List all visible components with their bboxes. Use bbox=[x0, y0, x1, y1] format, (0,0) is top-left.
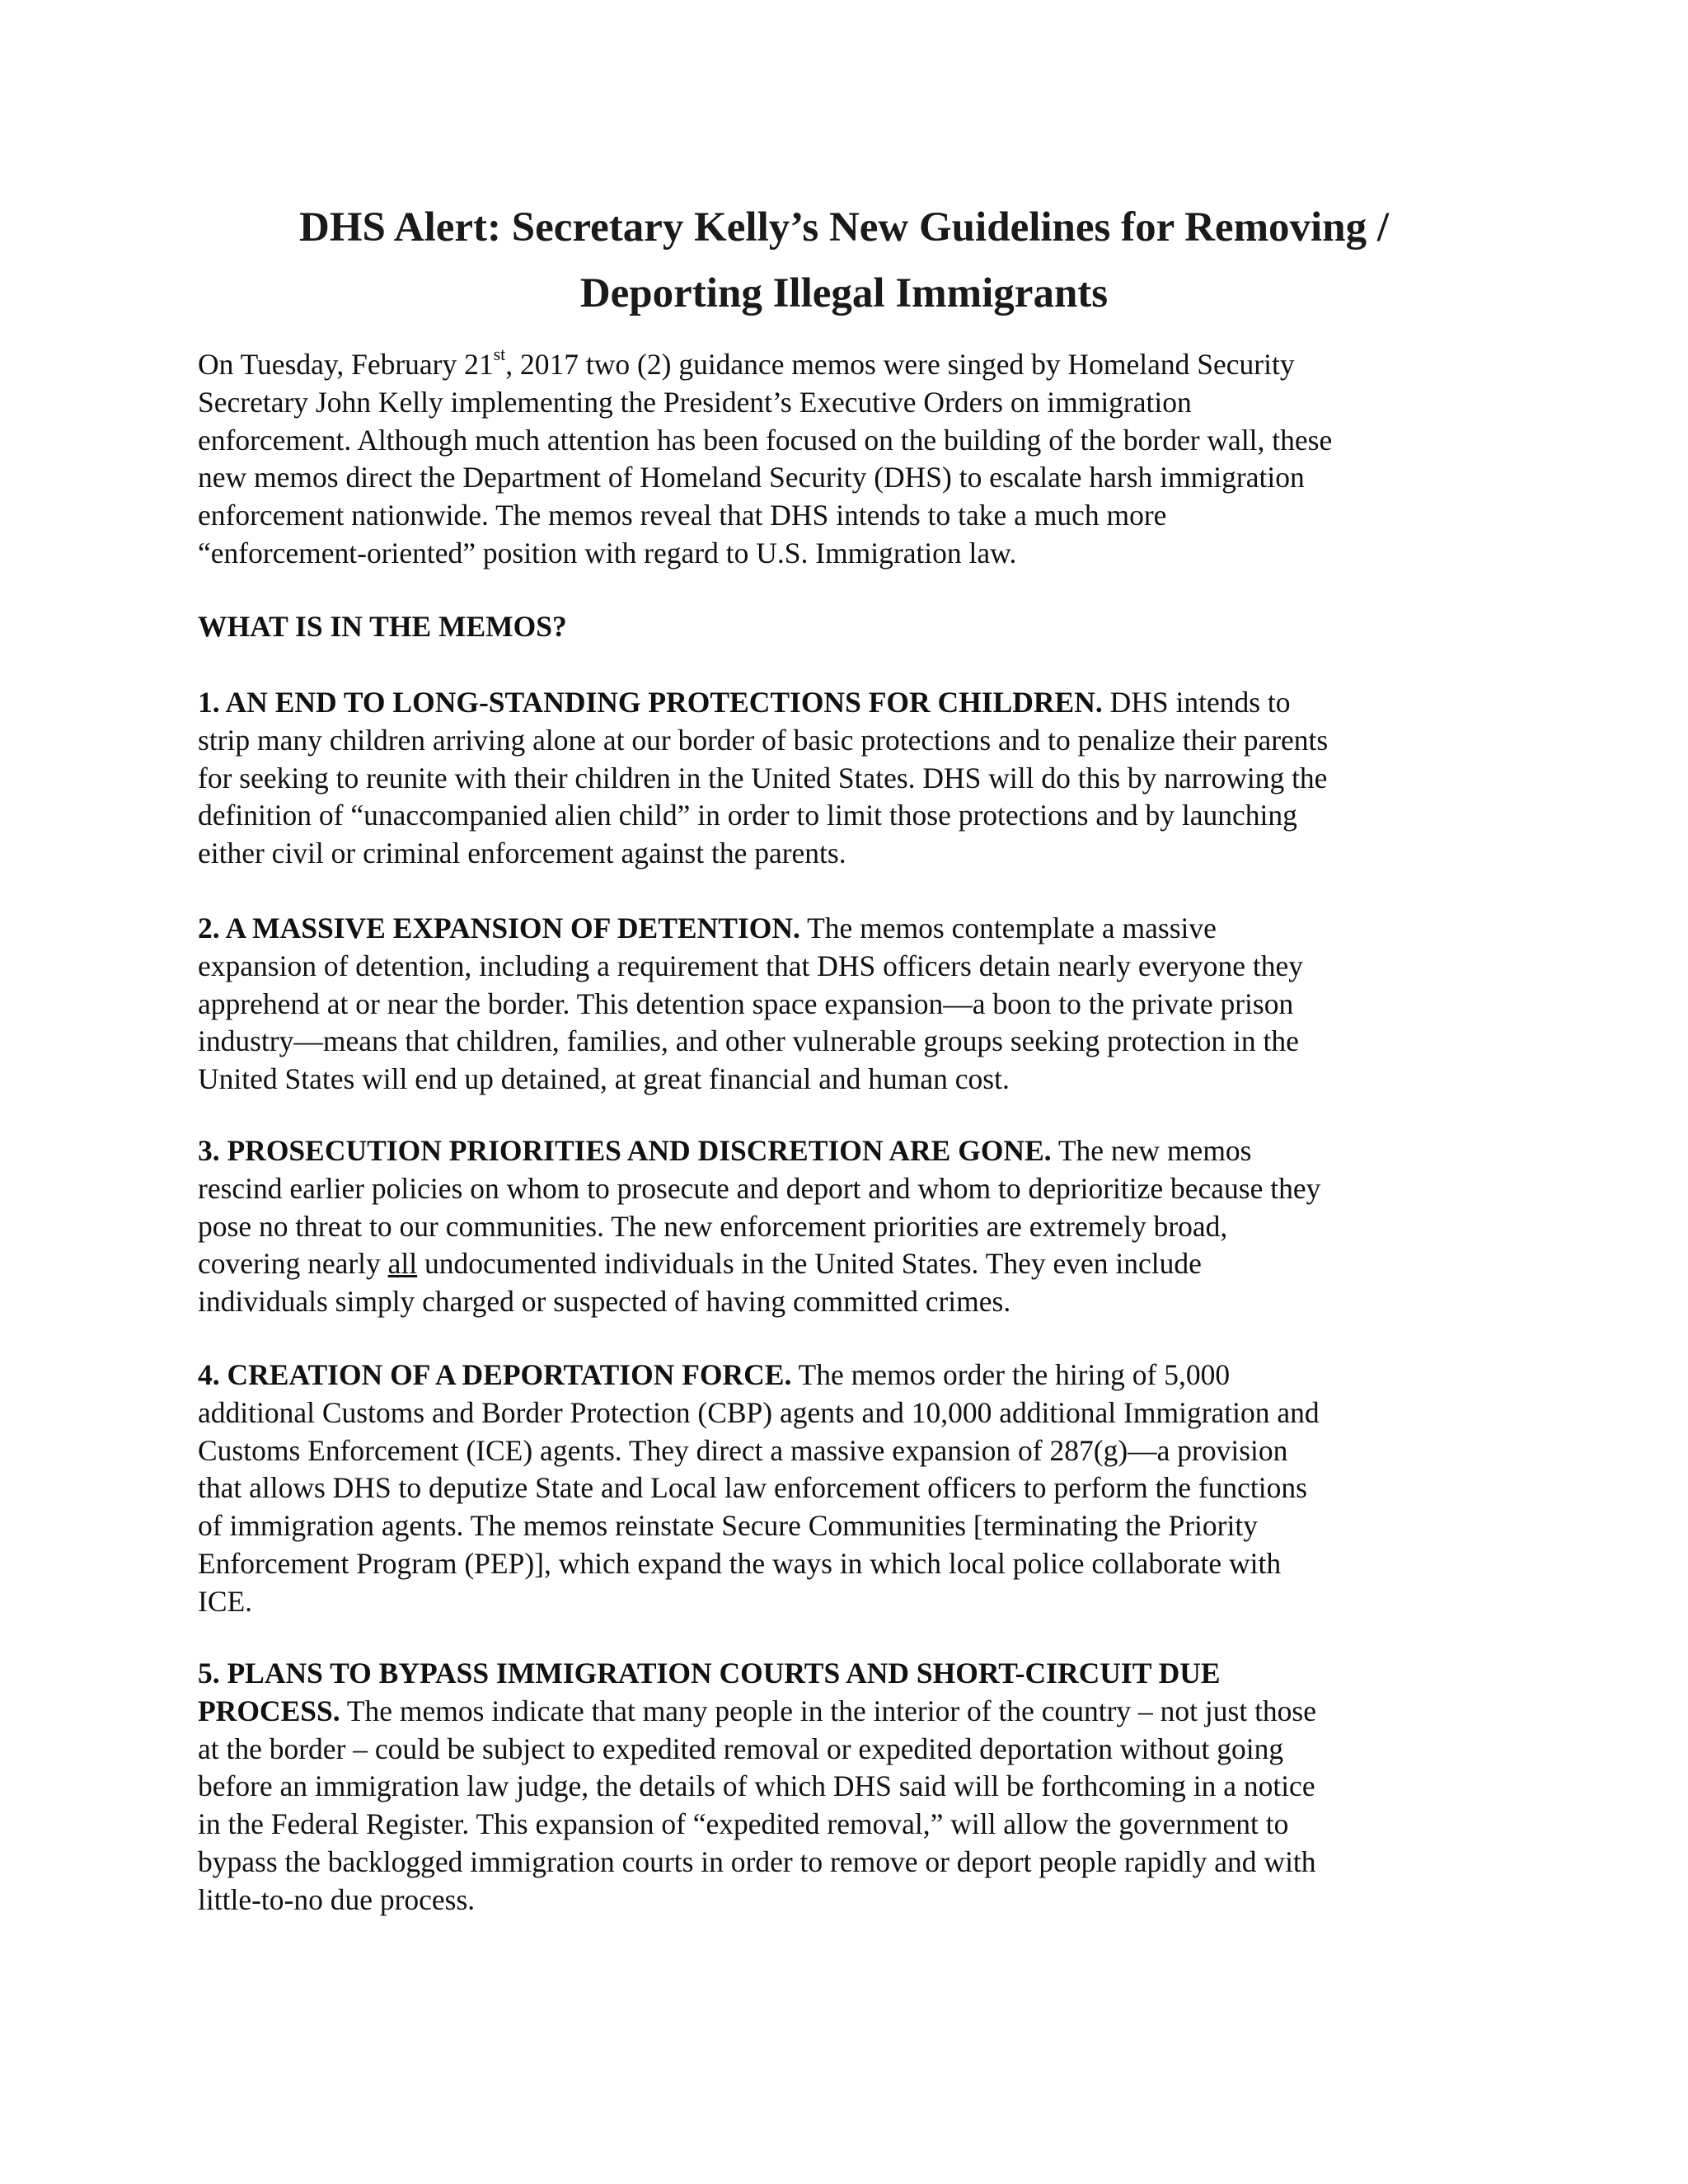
item-line: additional Customs and Border Protection (CBP) agents and 10,000 additional Immigration and bbox=[198, 1395, 1320, 1429]
item-line: Enforcement Program (PEP)], which expand the ways in which local police collaborate with bbox=[198, 1546, 1282, 1580]
item-line: expansion of detention, including a requirement that DHS officers detain nearly everyone they bbox=[198, 949, 1304, 982]
item-line: for seeking to reunite with their children in the United States. DHS will do this by narrowing the bbox=[198, 761, 1328, 794]
item-line: ICE. bbox=[198, 1584, 253, 1618]
item-line: rescind earlier policies on whom to prosecute and deport and whom to deprioritize because they bbox=[198, 1171, 1321, 1205]
memo-item-4 bbox=[198, 1357, 1500, 1621]
item-line: 4. CREATION OF A DEPORTATION FORCE. The memos order the hiring of 5,000 bbox=[198, 1358, 1231, 1391]
intro-line: enforcement. Although much attention has been focused on the building of the border wall, these bbox=[198, 423, 1333, 457]
item-heading: 3. PROSECUTION PRIORITIES AND DISCRETION ARE GONE. bbox=[198, 1134, 1052, 1167]
item-line: 2. A MASSIVE EXPANSION OF DETENTION. The memos contemplate a massive bbox=[198, 912, 1217, 944]
item-line: that allows DHS to deputize State and Local law enforcement officers to perform the functions bbox=[198, 1471, 1307, 1505]
item-line: PROCESS. The memos indicate that many people in the interior of the country – not just those bbox=[198, 1694, 1317, 1727]
item-line: pose no threat to our communities. The new enforcement priorities are extremely broad, bbox=[198, 1209, 1228, 1243]
item-line: 3. PROSECUTION PRIORITIES AND DISCRETION ARE GONE. The new memos bbox=[198, 1134, 1252, 1167]
item-line: before an immigration law judge, the details of which DHS said will be forthcoming in a notice bbox=[198, 1769, 1315, 1803]
item-line: little-to-no due process. bbox=[198, 1882, 476, 1916]
date-ordinal-suffix: st bbox=[493, 344, 506, 365]
memo-item-1 bbox=[198, 684, 1500, 873]
item-heading: 2. A MASSIVE EXPANSION OF DETENTION. bbox=[198, 912, 800, 944]
memo-item-2 bbox=[198, 910, 1500, 1099]
item-line: either civil or criminal enforcement against the parents. bbox=[198, 837, 846, 870]
item-line: individuals simply charged or suspected of having committed crimes. bbox=[198, 1285, 1011, 1319]
intro-line: Secretary John Kelly implementing the President’s Executive Orders on immigration bbox=[198, 385, 1192, 419]
intro-line: enforcement nationwide. The memos reveal that DHS intends to take a much more bbox=[198, 499, 1167, 532]
item-heading: 4. CREATION OF A DEPORTATION FORCE. bbox=[198, 1358, 792, 1391]
intro-line: “enforcement-oriented” position with regard to U.S. Immigration law. bbox=[198, 536, 1017, 569]
item-line: industry—means that children, families, and other vulnerable groups seeking protection in the bbox=[198, 1024, 1299, 1058]
item-line: bypass the backlogged immigration courts in order to remove or deport people rapidly and with bbox=[198, 1844, 1316, 1878]
item-heading: 1. AN END TO LONG-STANDING PROTECTIONS FOR CHILDREN. bbox=[198, 686, 1103, 719]
memo-item-3 bbox=[198, 1132, 1500, 1321]
item-line: in the Federal Register. This expansion of “expedited removal,” will allow the government to bbox=[198, 1807, 1289, 1841]
section-heading: WHAT IS IN THE MEMOS? bbox=[198, 610, 567, 643]
underlined-word: all bbox=[387, 1247, 418, 1281]
item-line: strip many children arriving alone at our border of basic protections and to penalize their parents bbox=[198, 723, 1329, 757]
memo-item-5 bbox=[198, 1655, 1500, 1919]
item-line bbox=[198, 1655, 1500, 1693]
item-line: covering nearly all undocumented individuals in the United States. They even include bbox=[198, 1247, 1202, 1281]
item-line: apprehend at or near the border. This detention space expansion—a boon to the private prison bbox=[198, 987, 1294, 1020]
item-line: Customs Enforcement (ICE) agents. They direct a massive expansion of 287(g)—a provision bbox=[198, 1433, 1288, 1467]
intro-line: On Tuesday, February 21st, 2017 two (2) guidance memos were singed by Homeland Security bbox=[198, 344, 1295, 381]
title-line-2: Deporting Illegal Immigrants bbox=[579, 270, 1109, 316]
item-line: at the border – could be subject to expedited removal or expedited deportation without going bbox=[198, 1732, 1284, 1765]
intro-paragraph bbox=[198, 346, 1500, 573]
item-line: United States will end up detained, at great financial and human cost. bbox=[198, 1062, 1010, 1096]
item-line: definition of “unaccompanied alien child” in order to limit those protections and by launching bbox=[198, 799, 1297, 832]
title-line-1: DHS Alert: Secretary Kelly’s New Guidelines for Removing / bbox=[298, 204, 1389, 251]
item-line: of immigration agents. The memos reinstate Secure Communities [terminating the Priority bbox=[198, 1509, 1258, 1543]
item-heading: 5. PLANS TO BYPASS IMMIGRATION COURTS AND SHORT-CIRCUIT DUE bbox=[198, 1657, 1221, 1690]
item-heading-continued: PROCESS. bbox=[198, 1694, 340, 1727]
document-title bbox=[190, 194, 1498, 326]
intro-line: new memos direct the Department of Homeland Security (DHS) to escalate harsh immigration bbox=[198, 461, 1305, 494]
item-line: 1. AN END TO LONG-STANDING PROTECTIONS FOR CHILDREN. DHS intends to bbox=[198, 686, 1291, 719]
